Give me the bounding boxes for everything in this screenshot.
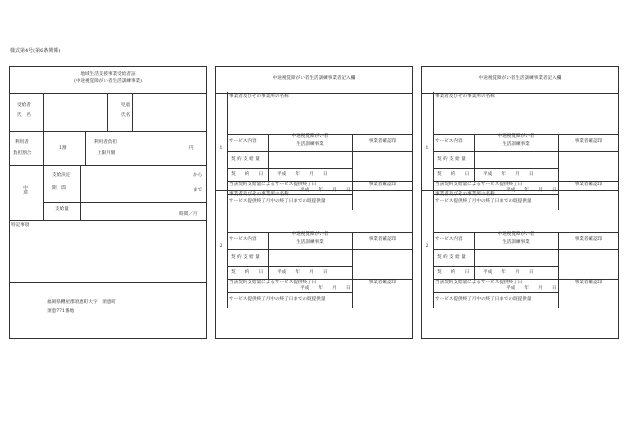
confirm-label-2: 事業者確認印 [574, 182, 603, 187]
record-panel-title: 中途視覚障がい者生活訓練事業者記入欄 [478, 76, 562, 81]
certificate-subtitle: (中途視覚障がい者生活訓練事業) [74, 79, 142, 84]
contract-amount-label: 契 約 支 給 量 [231, 255, 260, 260]
recipient-name-label: 氏 名 [17, 113, 31, 118]
confirm-label: 事業者確認印 [574, 139, 603, 144]
confirm-label: 事業者確認印 [368, 139, 397, 144]
child-name-label: 氏名 [121, 113, 131, 118]
amount-unit: 時間／月 [179, 212, 198, 217]
service-value-2: 生活訓練事業 [502, 142, 530, 147]
record-row-number: 1 [219, 146, 223, 151]
record-panel-title: 中途視覚障がい者生活訓練事業者記入欄 [272, 76, 356, 81]
recipient-label: 受給者 [17, 103, 31, 108]
record-block-2 [421, 190, 619, 308]
used-label: サービス提供終了月中の終了日までの既提供量 [229, 297, 326, 302]
record-row-number: 2 [425, 244, 429, 249]
burden-value: 1割 [59, 146, 67, 151]
end-date-value: 平成 年 月 日 [506, 286, 557, 291]
contract-amount-label: 契 約 支 給 量 [437, 157, 466, 162]
to-label: まで [193, 188, 203, 193]
notes-label: 特記事項 [11, 223, 30, 228]
contract-date-label: 契 約 日 [437, 172, 470, 177]
contract-date-label: 契 約 日 [437, 270, 470, 275]
contract-date-label: 契 約 日 [231, 270, 264, 275]
amount-label: 支給量 [55, 207, 69, 212]
contract-date-label: 契 約 日 [231, 172, 264, 177]
address-line-1: 福岡県糟屋郡須恵町大字 須恵町 [47, 300, 116, 305]
record-block-2 [215, 190, 413, 308]
contract-amount-label: 契 約 支 給 量 [437, 255, 466, 260]
burden-ratio-label: 負担割合 [13, 151, 32, 156]
contract-date-value: 平成 年 月 日 [277, 270, 328, 275]
decision-period-label: 期 間 [52, 186, 66, 191]
period-side-label: 中途 [22, 185, 28, 195]
record-row-number: 2 [219, 244, 223, 249]
end-label: 当該契約支給量によるサービス提供終了日 [435, 182, 523, 187]
record-row-number: 1 [425, 146, 429, 151]
record-panel-2 [421, 66, 619, 339]
service-label: サービス内容 [435, 139, 463, 144]
confirm-label-2: 事業者確認印 [368, 182, 397, 187]
used-label: サービス提供終了月中の終了日までの既提供量 [229, 199, 326, 204]
confirm-label: 事業者確認印 [368, 237, 397, 242]
provider-label: 事業者及びその事業所の名称 [229, 192, 289, 197]
service-label: サービス内容 [229, 139, 257, 144]
end-label: 当該契約支給量によるサービス提供終了日 [229, 280, 317, 285]
service-value-2: 生活訓練事業 [502, 240, 530, 245]
limit-label: 利用者負担 [94, 140, 117, 145]
limit-monthly-label: 上限月額 [97, 151, 116, 156]
end-label: 当該契約支給量によるサービス提供終了日 [435, 280, 523, 285]
provider-label: 事業者及びその事業所の名称 [435, 94, 495, 99]
provider-label: 事業者及びその事業所の名称 [229, 94, 289, 99]
confirm-label: 事業者確認印 [574, 237, 603, 242]
child-label: 児童 [121, 103, 131, 108]
contract-date-value: 平成 年 月 日 [483, 172, 534, 177]
burden-label: 利用者 [15, 140, 29, 145]
confirm-label-2: 事業者確認印 [368, 280, 397, 285]
contract-amount-label: 契 約 支 給 量 [231, 157, 260, 162]
record-panel-1 [215, 66, 413, 339]
confirm-label-2: 事業者確認印 [574, 280, 603, 285]
end-date-value: 平成 年 月 日 [506, 188, 557, 193]
service-value-2: 生活訓練事業 [296, 240, 324, 245]
used-label: サービス提供終了月中の終了日までの既提供量 [435, 297, 532, 302]
end-date-value: 平成 年 月 日 [300, 188, 351, 193]
provider-label: 事業者及びその事業所の名称 [435, 192, 495, 197]
service-label: サービス内容 [435, 237, 463, 242]
used-label: サービス提供終了月中の終了日までの既提供量 [435, 199, 532, 204]
end-label: 当該契約支給量によるサービス提供終了日 [229, 182, 317, 187]
service-value-2: 生活訓練事業 [296, 142, 324, 147]
from-label: から [193, 173, 203, 178]
contract-date-value: 平成 年 月 日 [483, 270, 534, 275]
service-value: 中途視覚障がい者 [497, 134, 535, 139]
certificate-title: 地域生活支援事業受給者証 [80, 72, 136, 77]
address-line-2: 須恵771番地 [47, 309, 75, 314]
decision-label: 支給決定 [52, 173, 71, 178]
service-value: 中途視覚障がい者 [291, 232, 329, 237]
service-value: 中途視覚障がい者 [291, 134, 329, 139]
form-number: 様式第4号(第6条関係) [10, 48, 61, 54]
end-date-value: 平成 年 月 日 [300, 286, 351, 291]
limit-unit: 円 [189, 146, 194, 151]
contract-date-value: 平成 年 月 日 [277, 172, 328, 177]
service-label: サービス内容 [229, 237, 257, 242]
service-value: 中途視覚障がい者 [497, 232, 535, 237]
